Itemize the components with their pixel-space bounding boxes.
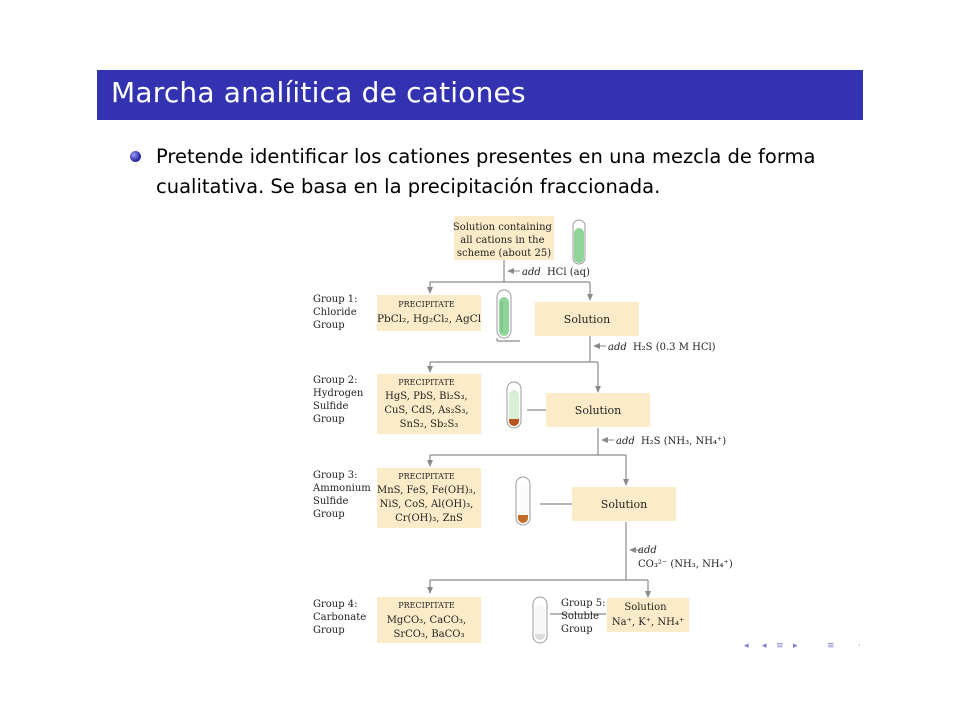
group-2-solution-label: Solution (574, 404, 622, 417)
nav-prev-frame-icon[interactable]: ◂ (744, 641, 749, 651)
nav-subsection-icon[interactable]: ≡ (827, 641, 835, 651)
start-box-line-3: scheme (about 25) (456, 248, 552, 259)
group-1-test-tube-icon (497, 290, 511, 338)
group-2-precipitate-line-2: CuS, CdS, As₂S₃, (384, 405, 469, 416)
group-3-label (312, 470, 374, 520)
reagent-carbonate (638, 545, 733, 570)
group-3-precipitate-title: PRECIPITATE (398, 472, 455, 481)
group-3-label-line-4: Group (313, 509, 345, 520)
group-5-label (561, 598, 609, 635)
group-3-precipitate-line-1: MnS, FeS, Fe(OH)₃, (376, 485, 476, 496)
group-3-precipitate-line-3: Cr(OH)₃, ZnS (395, 513, 463, 524)
group-1-solution-label: Solution (563, 313, 611, 326)
start-box-text (453, 222, 555, 259)
nav-prev-section-icon[interactable]: ◂ (762, 641, 767, 651)
reagent-hcl (522, 267, 590, 278)
group-2-precipitate-line-3: SnS₂, Sb₂S₃ (399, 419, 459, 430)
group-1-precipitate-line-1: PbCl₂, Hg₂Cl₂, AgCl (376, 313, 482, 325)
group-3-label-line-3: Sulfide (313, 496, 349, 507)
group-4-label-line-3: Group (313, 625, 345, 636)
group-1-label-line-3: Group (313, 320, 345, 331)
group-2-label-line-1: Group 2: (313, 375, 358, 386)
slide-title: Marcha analíitica de cationes (111, 76, 526, 109)
reagent-carbonate-text: CO₃²⁻ (NH₃, NH₄⁺) (638, 559, 733, 570)
group-2-label-line-4: Group (313, 414, 345, 425)
group-4-precipitate-line-2: SrCO₃, BaCO₃ (393, 629, 465, 640)
group-3-test-tube-icon (516, 477, 530, 525)
reagent-h2s-basic (616, 436, 726, 447)
start-box-line-2: all cations in the (460, 235, 545, 246)
group-3-label-line-2: Ammonium (313, 483, 371, 494)
reagent-h2s-basic-add: add (616, 436, 635, 447)
group-2-label-line-3: Sulfide (313, 401, 349, 412)
group-4-label-line-1: Group 4: (313, 599, 358, 610)
group-5-label-line-2: Soluble (561, 611, 600, 622)
nav-next-section-icon[interactable]: ▸ (793, 641, 798, 651)
reagent-hcl-text: HCl (aq) (546, 267, 590, 278)
group-4-precipitate-line-1: MgCO₃, CaCO₃, (386, 615, 467, 626)
group-4-precipitate-title: PRECIPITATE (398, 601, 455, 610)
group-1-label-line-1: Group 1: (313, 294, 358, 305)
group-5-label-line-1: Group 5: (561, 598, 606, 609)
bullet-text: Pretende identificar los cationes presentes en una mezcla de forma cualitativa. Se basa en la precipitación fraccionada. (156, 145, 816, 198)
group-2-label-line-2: Hydrogen (313, 388, 364, 399)
reagent-h2s-acid (608, 342, 716, 353)
group-3-precipitate-line-2: NiS, CoS, Al(OH)₃, (379, 499, 474, 510)
nav-search-icon[interactable]: · (858, 641, 861, 651)
group-4-precipitate-text (387, 593, 472, 640)
group-2-test-tube-icon (507, 382, 521, 428)
group-5-solution-title: Solution (624, 602, 667, 613)
group-1-label (313, 294, 361, 331)
group-3-solution-label: Solution (600, 498, 648, 511)
start-box-line-1: Solution containing (452, 222, 552, 233)
nav-section-icon[interactable]: ≡ (776, 641, 784, 651)
group-2-label (313, 375, 367, 425)
group-1-label-line-2: Chloride (313, 307, 357, 318)
reagent-h2s-acid-text: H₂S (0.3 M HCl) (632, 342, 716, 353)
reagent-carbonate-add: add (638, 545, 657, 556)
group-1-precipitate-title: PRECIPITATE (398, 300, 455, 309)
group-4-test-tube-icon (533, 597, 547, 643)
group-2-precipitate-line-1: HgS, PbS, Bi₂S₃, (385, 391, 468, 402)
group-4-label (313, 599, 369, 636)
group-5-solution-ions: Na⁺, K⁺, NH₄⁺ (611, 617, 685, 628)
group-2-precipitate-title: PRECIPITATE (398, 378, 455, 387)
group-5-label-line-3: Group (561, 624, 593, 635)
reagent-h2s-acid-add: add (608, 342, 627, 353)
start-test-tube-icon (573, 220, 585, 264)
reagent-hcl-add: add (522, 267, 541, 278)
group-4-label-line-2: Carbonate (313, 612, 367, 623)
reagent-h2s-basic-text: H₂S (NH₃, NH₄⁺) (640, 436, 727, 447)
group-3-label-line-1: Group 3: (313, 470, 358, 481)
